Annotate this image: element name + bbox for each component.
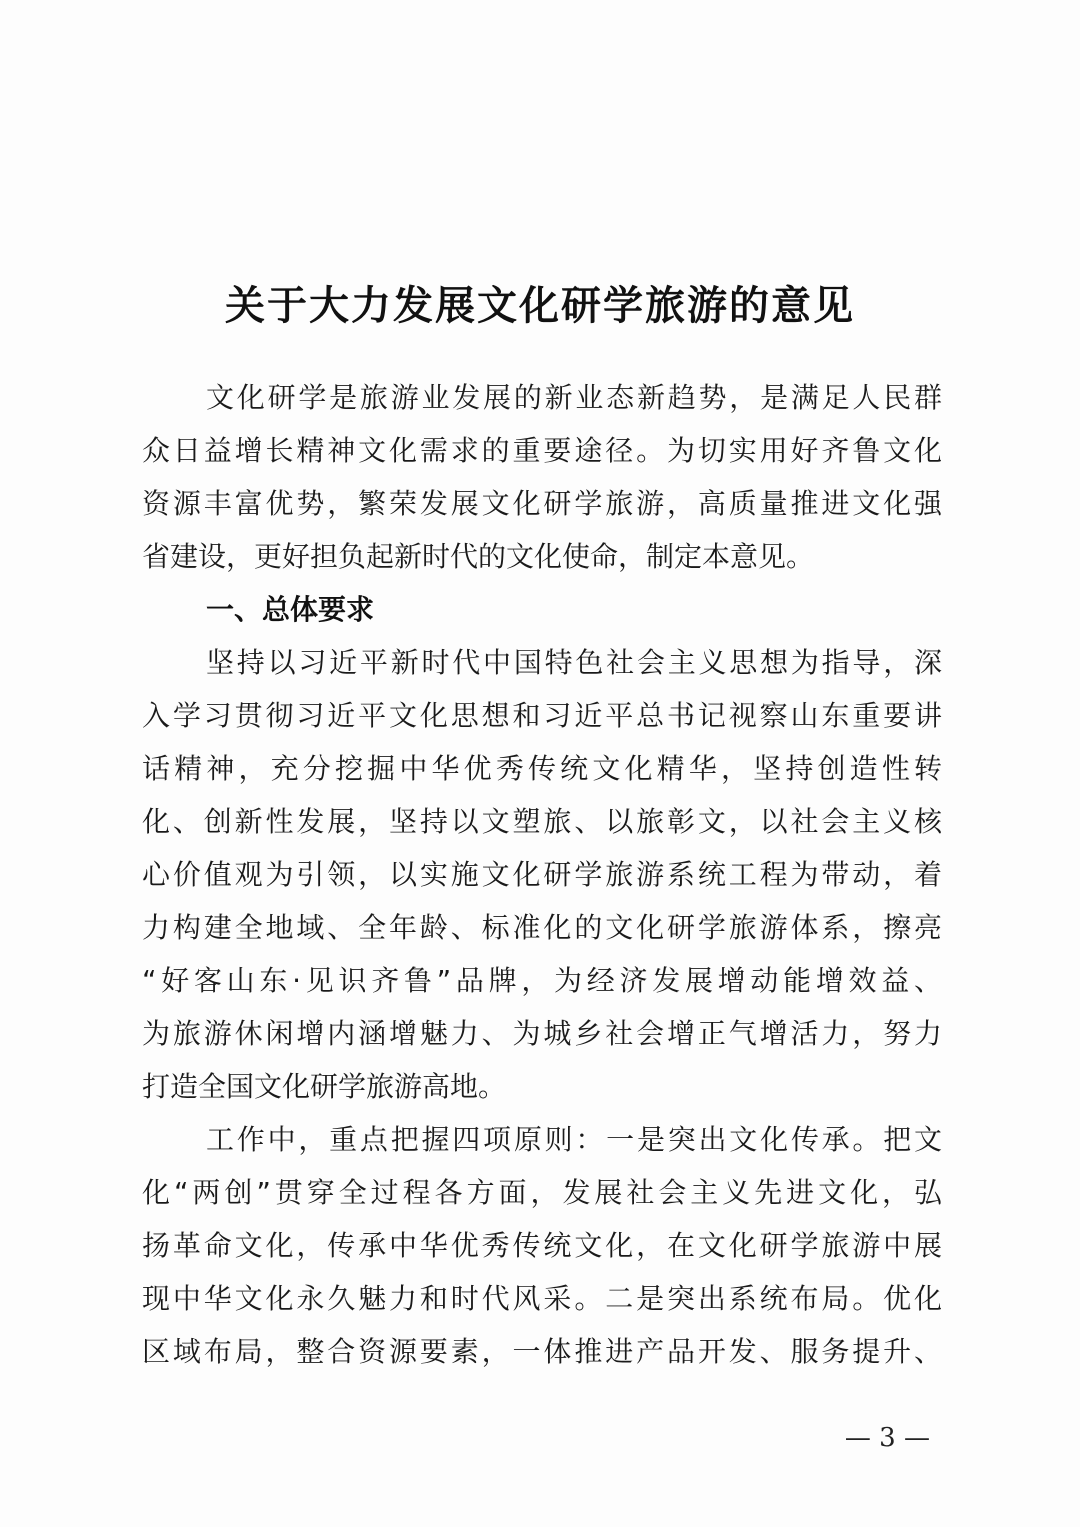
text-line: 坚持以习近平新时代中国特色社会主义思想为指导，深 xyxy=(206,646,942,679)
text-line: 打造全国文化研学旅游高地。 xyxy=(142,1070,507,1103)
text-line: “好客山东·见识齐鲁”品牌，为经济发展增动能增效益、 xyxy=(142,964,942,997)
document-title: 关于大力发展文化研学旅游的意见 xyxy=(225,282,855,329)
page-number: — 3 — xyxy=(844,1423,930,1453)
text-line: 扬革命文化，传承中华优秀传统文化，在文化研学旅游中展 xyxy=(142,1229,942,1262)
text-line: 化、创新性发展，坚持以文塑旅、以旅彰文，以社会主义核 xyxy=(142,805,942,838)
paragraph-guidance xyxy=(142,636,942,1113)
text-line: 入学习贯彻习近平文化思想和习近平总书记视察山东重要讲 xyxy=(142,699,942,732)
text-line: 力构建全地域、全年龄、标准化的文化研学旅游体系，擦亮 xyxy=(142,911,942,944)
text-line: 文化研学是旅游业发展的新业态新趋势，是满足人民群 xyxy=(206,381,942,414)
heading-text: 一、总体要求 xyxy=(206,593,375,626)
paragraph-intro xyxy=(142,371,942,583)
text-line: 现中华文化永久魅力和时代风采。二是突出系统布局。优化 xyxy=(142,1282,942,1315)
paragraph-principles xyxy=(142,1113,942,1378)
text-line: 众日益增长精神文化需求的重要途径。为切实用好齐鲁文化 xyxy=(142,434,942,467)
text-line: 区域布局，整合资源要素，一体推进产品开发、服务提升、 xyxy=(142,1335,942,1368)
section-heading xyxy=(142,583,942,636)
text-line: 话精神，充分挖掘中华优秀传统文化精华，坚持创造性转 xyxy=(142,752,942,785)
text-line: 心价值观为引领，以实施文化研学旅游系统工程为带动，着 xyxy=(142,858,942,891)
text-line: 省建设，更好担负起新时代的文化使命，制定本意见。 xyxy=(142,540,815,573)
text-line: 资源丰富优势，繁荣发展文化研学旅游，高质量推进文化强 xyxy=(142,487,942,520)
document-body xyxy=(142,371,942,1378)
text-line: 工作中，重点把握四项原则：一是突出文化传承。把文 xyxy=(206,1123,942,1156)
text-line: 为旅游休闲增内涵增魅力、为城乡社会增正气增活力，努力 xyxy=(142,1017,942,1050)
text-line: 化“两创”贯穿全过程各方面，发展社会主义先进文化，弘 xyxy=(142,1176,942,1209)
